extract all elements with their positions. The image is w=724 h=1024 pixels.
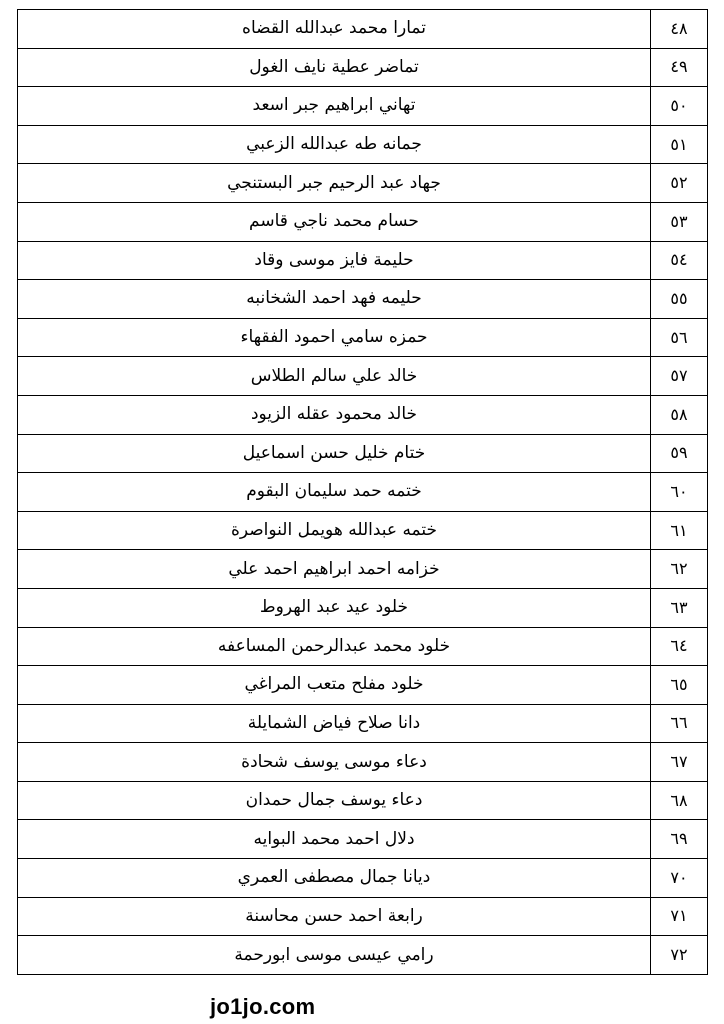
row-number: ٥٣ (651, 202, 708, 241)
row-number: ٥٥ (651, 280, 708, 319)
row-name: ديانا جمال مصطفى العمري (18, 859, 651, 898)
table-row (18, 318, 708, 357)
row-name: حليمه فهد احمد الشخانبه (18, 280, 651, 319)
table-row (18, 241, 708, 280)
row-number: ٥٧ (651, 357, 708, 396)
table-row (18, 48, 708, 87)
row-number: ٦٩ (651, 820, 708, 859)
row-name: دعاء موسى يوسف شحادة (18, 743, 651, 782)
row-name: رابعة احمد حسن محاسنة (18, 897, 651, 936)
row-number: ٥٢ (651, 164, 708, 203)
table-row (18, 704, 708, 743)
row-number: ٧٢ (651, 936, 708, 975)
row-number: ٦٦ (651, 704, 708, 743)
table-row (18, 897, 708, 936)
row-name: حمزه سامي احمود الفقهاء (18, 318, 651, 357)
table-row (18, 202, 708, 241)
row-number: ٥٩ (651, 434, 708, 473)
row-name: ختمه عبدالله هويمل النواصرة (18, 511, 651, 550)
table-row (18, 743, 708, 782)
table-row (18, 125, 708, 164)
row-name: تمارا محمد عبدالله القضاه (18, 10, 651, 49)
row-name: خلود محمد عبدالرحمن المساعفه (18, 627, 651, 666)
row-name: خالد علي سالم الطلاس (18, 357, 651, 396)
row-name: جهاد عبد الرحيم جبر البستنجي (18, 164, 651, 203)
row-name: رامي عيسى موسى ابورحمة (18, 936, 651, 975)
table-row (18, 87, 708, 126)
table-row (18, 10, 708, 49)
row-name: ختام خليل حسن اسماعيل (18, 434, 651, 473)
table-row (18, 820, 708, 859)
table-row (18, 280, 708, 319)
row-name: خلود مفلح متعب المراغي (18, 666, 651, 705)
table-row (18, 434, 708, 473)
table-row (18, 550, 708, 589)
row-number: ٥٦ (651, 318, 708, 357)
row-number: ٦٣ (651, 588, 708, 627)
row-name: تهاني ابراهيم جبر اسعد (18, 87, 651, 126)
row-number: ٦٨ (651, 781, 708, 820)
row-name: خلود عيد عبد الهروط (18, 588, 651, 627)
row-name: دانا صلاح فياض الشمايلة (18, 704, 651, 743)
row-number: ٤٨ (651, 10, 708, 49)
table-row (18, 357, 708, 396)
table-row (18, 781, 708, 820)
row-number: ٥٤ (651, 241, 708, 280)
table-row (18, 395, 708, 434)
names-table (17, 9, 708, 975)
table-row (18, 859, 708, 898)
row-name: ختمه حمد سليمان البقوم (18, 473, 651, 512)
row-name: خالد محمود عقله الزيود (18, 395, 651, 434)
site-watermark: jo1jo.com (210, 994, 316, 1019)
row-name: جمانه طه عبدالله الزعبي (18, 125, 651, 164)
table-row (18, 588, 708, 627)
row-name: حسام محمد ناجي قاسم (18, 202, 651, 241)
row-number: ٥٠ (651, 87, 708, 126)
table-row (18, 627, 708, 666)
row-number: ٤٩ (651, 48, 708, 87)
row-number: ٦١ (651, 511, 708, 550)
table-row (18, 936, 708, 975)
row-name: خزامه احمد ابراهيم احمد علي (18, 550, 651, 589)
row-number: ٥١ (651, 125, 708, 164)
row-number: ٦٤ (651, 627, 708, 666)
row-number: ٦٢ (651, 550, 708, 589)
row-number: ٦٠ (651, 473, 708, 512)
table-row (18, 511, 708, 550)
row-name: دعاء يوسف جمال حمدان (18, 781, 651, 820)
row-name: تماضر عطية نايف الغول (18, 48, 651, 87)
table-row (18, 666, 708, 705)
row-name: دلال احمد محمد البوايه (18, 820, 651, 859)
row-number: ٥٨ (651, 395, 708, 434)
table-row (18, 473, 708, 512)
row-name: حليمة فايز موسى وقاد (18, 241, 651, 280)
row-number: ٧٠ (651, 859, 708, 898)
names-table-body (18, 10, 708, 975)
row-number: ٧١ (651, 897, 708, 936)
table-row (18, 164, 708, 203)
row-number: ٦٥ (651, 666, 708, 705)
row-number: ٦٧ (651, 743, 708, 782)
